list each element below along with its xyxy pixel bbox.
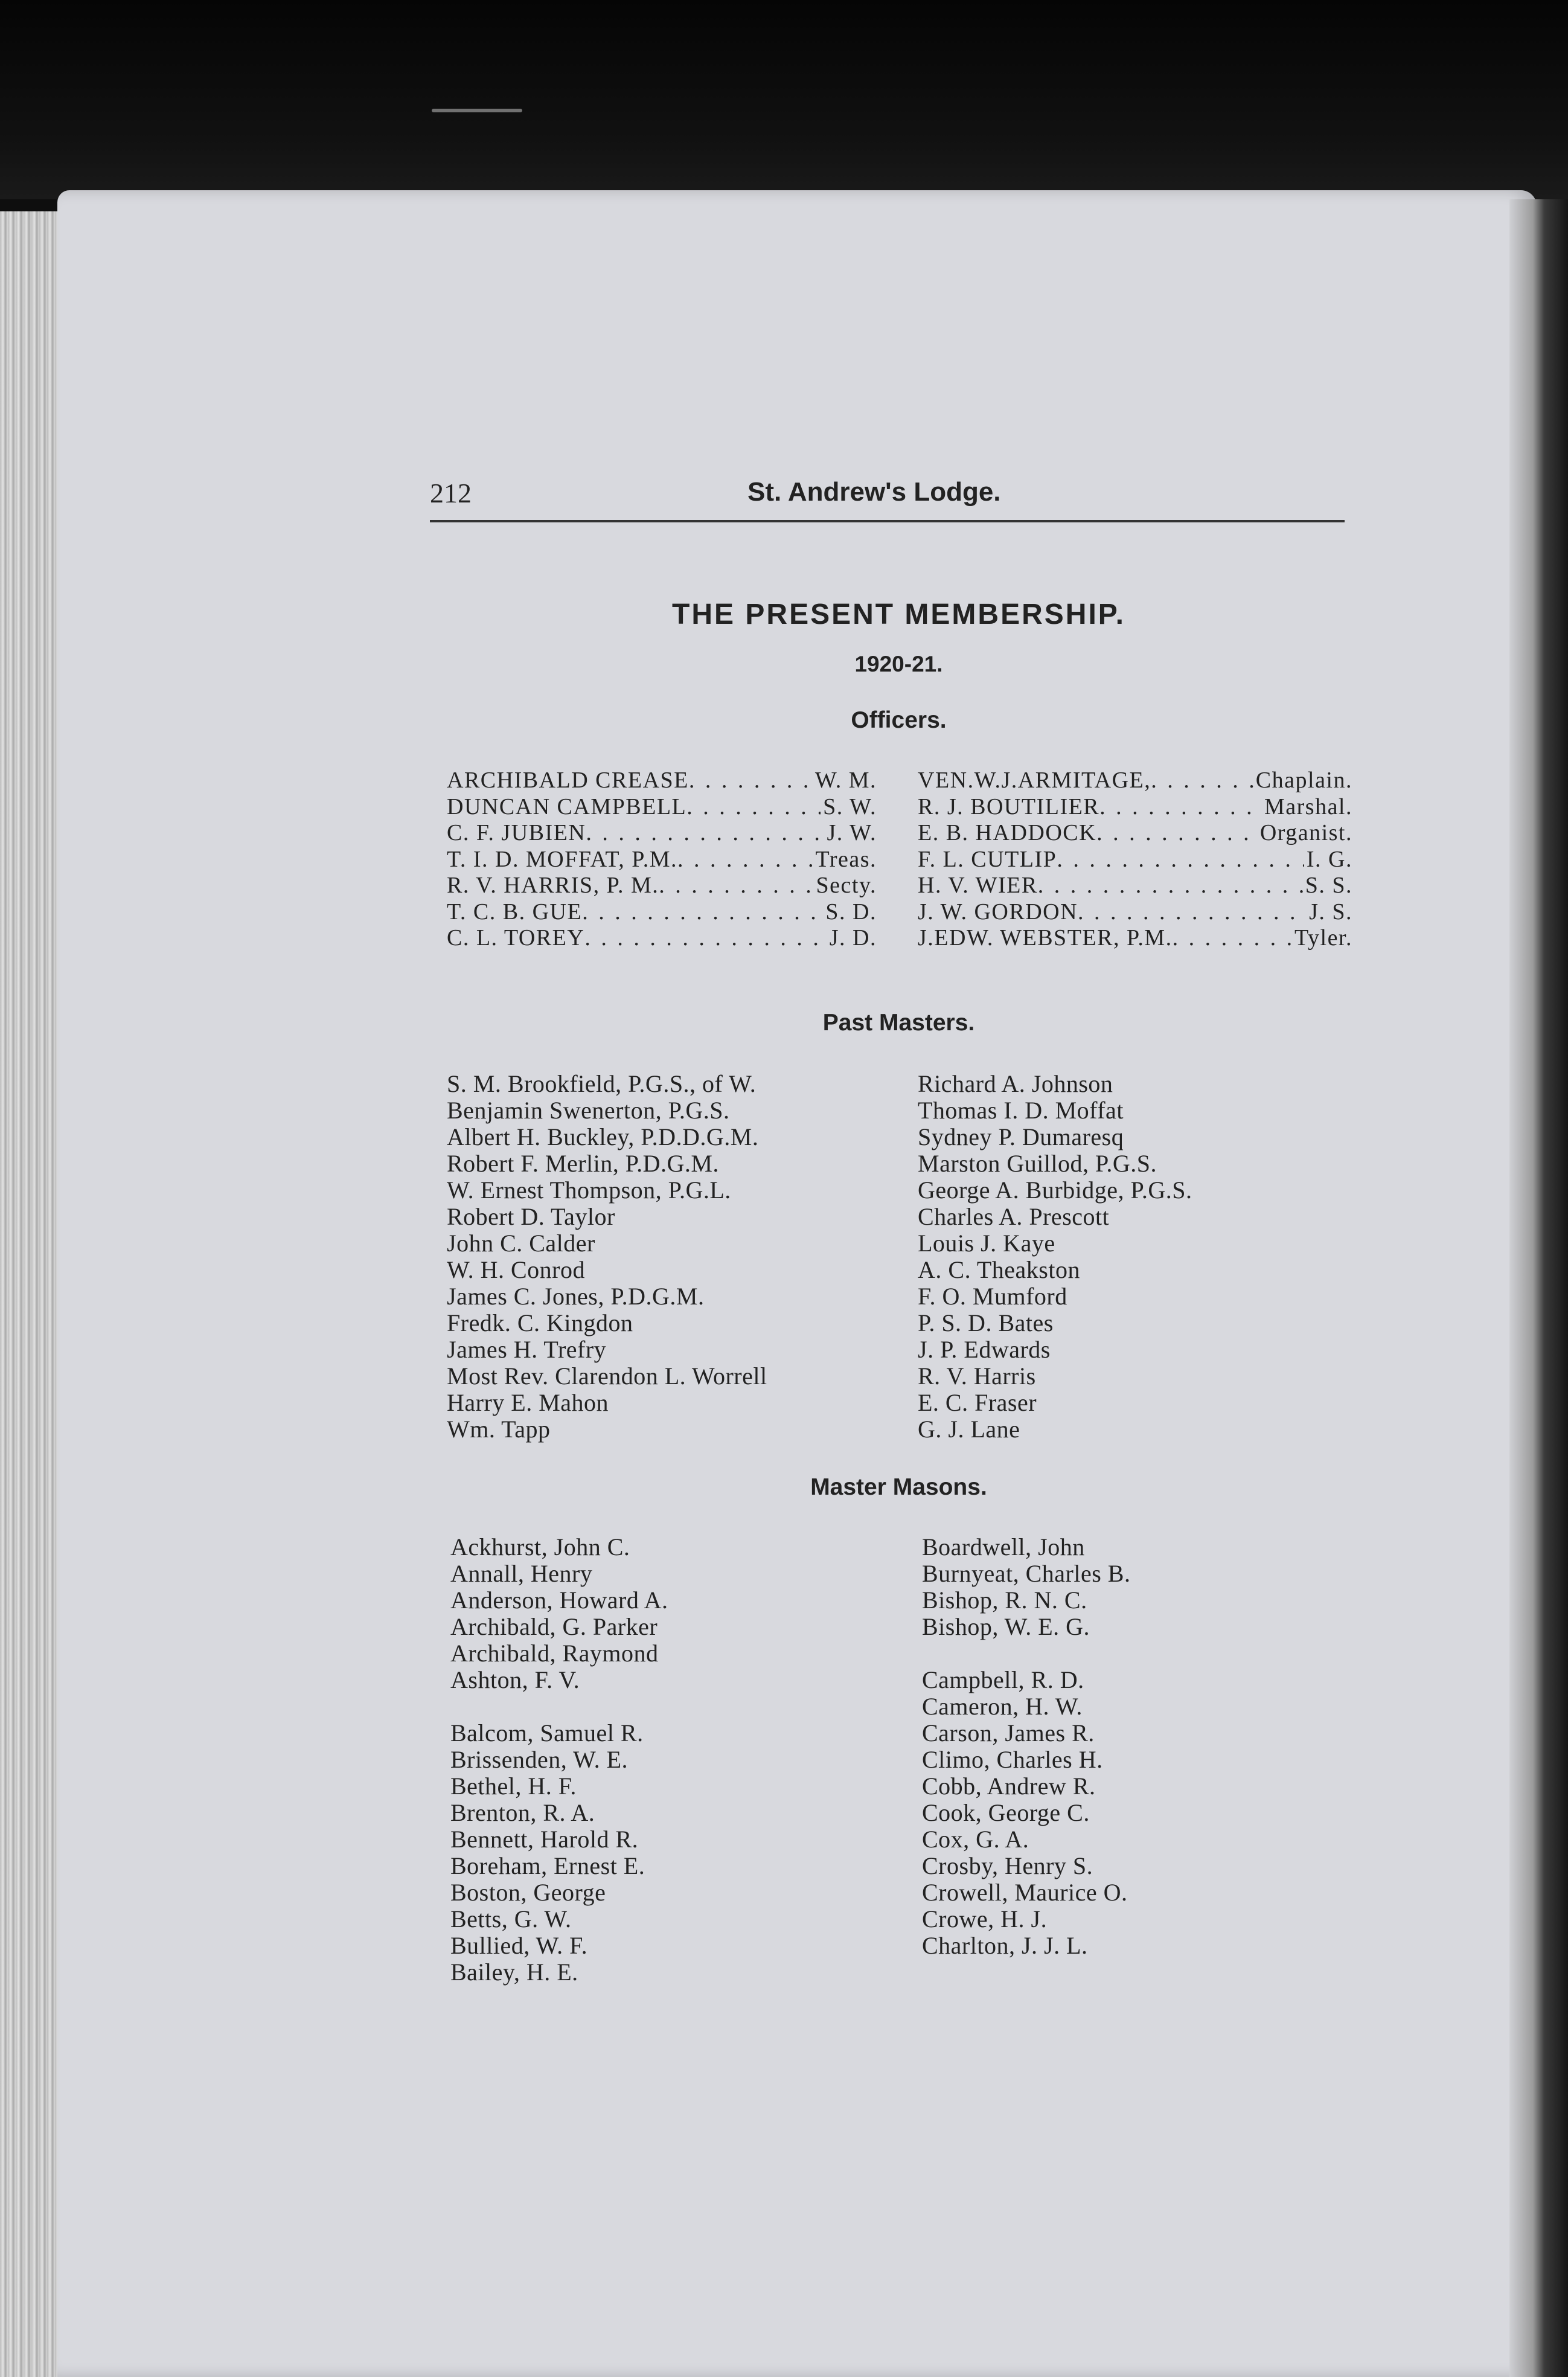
officer-name: F. L. CUTLIP xyxy=(918,846,1057,872)
list-item: James C. Jones, P.D.G.M. xyxy=(447,1283,705,1310)
list-item: Harry E. Mahon xyxy=(447,1389,609,1416)
list-item: S. M. Brookfield, P.G.S., of W. xyxy=(447,1070,757,1097)
list-item: Annall, Henry xyxy=(450,1560,593,1587)
list-item: Bullied, W. F. xyxy=(450,1932,588,1959)
page-gutter-right xyxy=(1509,199,1568,2377)
officer-row xyxy=(447,846,877,873)
list-item: Richard A. Johnson xyxy=(918,1070,1113,1097)
book-page xyxy=(57,190,1537,2377)
list-item: Robert D. Taylor xyxy=(447,1203,615,1230)
master-masons-heading: Master Masons. xyxy=(810,1474,987,1500)
list-item: Louis J. Kaye xyxy=(918,1230,1055,1257)
officer-row xyxy=(447,872,877,899)
list-item: Bennett, Harold R. xyxy=(450,1826,639,1853)
list-item: Bailey, H. E. xyxy=(450,1958,578,1986)
officer-name: R. V. HARRIS, P. M. xyxy=(447,873,659,898)
list-item: Cook, George C. xyxy=(922,1799,1090,1826)
officer-row xyxy=(447,794,877,820)
list-item: R. V. Harris xyxy=(918,1362,1036,1390)
list-item: Robert F. Merlin, P.D.G.M. xyxy=(447,1150,719,1177)
leader-dots xyxy=(1173,925,1292,951)
master-masons-left-column xyxy=(450,1534,668,1986)
running-title: St. Andrew's Lodge. xyxy=(747,477,1001,507)
officer-row xyxy=(447,767,877,794)
list-item: Charles A. Prescott xyxy=(918,1203,1110,1230)
list-item: Cox, G. A. xyxy=(922,1826,1029,1853)
list-item: Brissenden, W. E. xyxy=(450,1746,629,1773)
officer-title: J. S. xyxy=(1309,899,1352,925)
list-item: G. J. Lane xyxy=(918,1416,1020,1443)
officer-title: Chaplain. xyxy=(1255,768,1352,793)
officer-name: VEN.W.J.ARMITAGE, xyxy=(918,768,1151,793)
officer-row xyxy=(918,794,1352,820)
officer-row xyxy=(447,925,877,951)
group-gap xyxy=(450,1693,668,1720)
list-item: W. H. Conrod xyxy=(447,1256,585,1283)
year-heading: 1920-21. xyxy=(854,652,943,676)
list-item: Ashton, F. V. xyxy=(450,1666,580,1693)
list-item: Boardwell, John xyxy=(922,1533,1085,1561)
list-item: Bethel, H. F. xyxy=(450,1772,577,1800)
list-item: Anderson, Howard A. xyxy=(450,1586,668,1614)
leader-dots xyxy=(1078,899,1307,925)
leader-dots xyxy=(586,820,824,846)
officer-row xyxy=(918,767,1352,794)
officer-name: DUNCAN CAMPBELL xyxy=(447,794,687,820)
list-item: Burnyeat, Charles B. xyxy=(922,1560,1131,1587)
group-gap xyxy=(922,1640,1131,1667)
master-masons-right-column xyxy=(922,1534,1131,1959)
leader-dots xyxy=(1057,846,1304,873)
past-masters-left-column xyxy=(447,1071,767,1443)
list-item: Benjamin Swenerton, P.G.S. xyxy=(447,1097,730,1124)
officer-name: J. W. GORDON xyxy=(918,899,1078,925)
header-rule xyxy=(430,520,1345,522)
officer-title: J. D. xyxy=(829,925,877,951)
officer-row xyxy=(918,899,1352,925)
list-item: Crowe, H. J. xyxy=(922,1905,1048,1933)
list-item: Cobb, Andrew R. xyxy=(922,1772,1096,1800)
officer-title: S. D. xyxy=(825,899,877,925)
list-item: Marston Guillod, P.G.S. xyxy=(918,1150,1157,1177)
list-item: Carson, James R. xyxy=(922,1719,1095,1747)
officers-heading: Officers. xyxy=(851,707,947,733)
list-item: Crosby, Henry S. xyxy=(922,1852,1093,1879)
officer-row xyxy=(918,846,1352,873)
list-item: Betts, G. W. xyxy=(450,1905,572,1933)
list-item: A. C. Theakston xyxy=(918,1256,1080,1283)
officer-row xyxy=(447,899,877,925)
leader-dots xyxy=(1099,794,1262,820)
officer-row xyxy=(447,820,877,846)
leader-dots xyxy=(584,925,827,951)
main-heading: THE PRESENT MEMBERSHIP. xyxy=(672,598,1125,630)
list-item: Albert H. Buckley, P.D.D.G.M. xyxy=(447,1123,759,1150)
officer-name: C. F. JUBIEN xyxy=(447,820,586,845)
leader-dots xyxy=(689,767,813,794)
officer-title: Organist. xyxy=(1259,820,1352,845)
list-item: Crowell, Maurice O. xyxy=(922,1879,1128,1906)
list-item: Campbell, R. D. xyxy=(922,1666,1084,1693)
officer-row xyxy=(918,872,1352,899)
list-item: James H. Trefry xyxy=(447,1336,607,1363)
officer-title: W. M. xyxy=(814,768,877,793)
list-item: Boreham, Ernest E. xyxy=(450,1852,645,1879)
officer-name: E. B. HADDOCK xyxy=(918,820,1097,845)
list-item: Bishop, R. N. C. xyxy=(922,1586,1087,1614)
list-item: John C. Calder xyxy=(447,1230,595,1257)
list-item: F. O. Mumford xyxy=(918,1283,1067,1310)
leader-dots xyxy=(1096,820,1258,846)
officer-name: R. J. BOUTILIER xyxy=(918,794,1100,820)
officer-title: Marshal. xyxy=(1264,794,1352,820)
list-item: Cameron, H. W. xyxy=(922,1693,1083,1720)
officer-title: S. S. xyxy=(1305,873,1352,898)
officer-name: C. L. TOREY xyxy=(447,925,585,951)
list-item: J. P. Edwards xyxy=(918,1336,1051,1363)
officer-title: J. W. xyxy=(827,820,877,845)
list-item: Wm. Tapp xyxy=(447,1416,551,1443)
leader-dots xyxy=(686,794,821,820)
officer-name: T. C. B. GUE xyxy=(447,899,583,925)
past-masters-heading: Past Masters. xyxy=(822,1010,975,1036)
officer-name: H. V. WIER xyxy=(918,873,1038,898)
page-number: 212 xyxy=(430,478,472,508)
list-item: Boston, George xyxy=(450,1879,606,1906)
officer-title: I. G. xyxy=(1306,846,1352,872)
officer-title: Treas. xyxy=(815,846,877,872)
list-item: Ackhurst, John C. xyxy=(450,1533,630,1561)
list-item: George A. Burbidge, P.G.S. xyxy=(918,1176,1192,1204)
leader-dots xyxy=(1038,872,1303,899)
leader-dots xyxy=(1151,767,1253,794)
officer-name: T. I. D. MOFFAT, P.M. xyxy=(447,846,677,872)
list-item: Thomas I. D. Moffat xyxy=(918,1097,1124,1124)
scan-background xyxy=(0,0,1568,199)
leader-dots xyxy=(659,872,813,899)
list-item: P. S. D. Bates xyxy=(918,1309,1054,1336)
officer-title: Secty. xyxy=(816,873,877,898)
scan-artifact xyxy=(432,109,522,112)
officer-row xyxy=(918,925,1352,951)
list-item: Fredk. C. Kingdon xyxy=(447,1309,633,1336)
list-item: Archibald, Raymond xyxy=(450,1640,659,1667)
list-item: E. C. Fraser xyxy=(918,1389,1037,1416)
leader-dots xyxy=(677,846,813,873)
list-item: Charlton, J. J. L. xyxy=(922,1932,1088,1959)
officer-row xyxy=(918,820,1352,846)
list-item: Climo, Charles H. xyxy=(922,1746,1103,1773)
officer-name: J.EDW. WEBSTER, P.M. xyxy=(918,925,1173,951)
officer-name: ARCHIBALD CREASE xyxy=(447,768,689,793)
list-item: Balcom, Samuel R. xyxy=(450,1719,644,1747)
list-item: Sydney P. Dumaresq xyxy=(918,1123,1124,1150)
officer-title: S. W. xyxy=(823,794,877,820)
past-masters-right-column xyxy=(918,1071,1192,1443)
officer-title: Tyler. xyxy=(1294,925,1352,951)
list-item: Bishop, W. E. G. xyxy=(922,1613,1090,1640)
list-item: W. Ernest Thompson, P.G.L. xyxy=(447,1176,731,1204)
leader-dots xyxy=(582,899,823,925)
list-item: Most Rev. Clarendon L. Worrell xyxy=(447,1362,767,1390)
list-item: Brenton, R. A. xyxy=(450,1799,595,1826)
list-item: Archibald, G. Parker xyxy=(450,1613,658,1640)
